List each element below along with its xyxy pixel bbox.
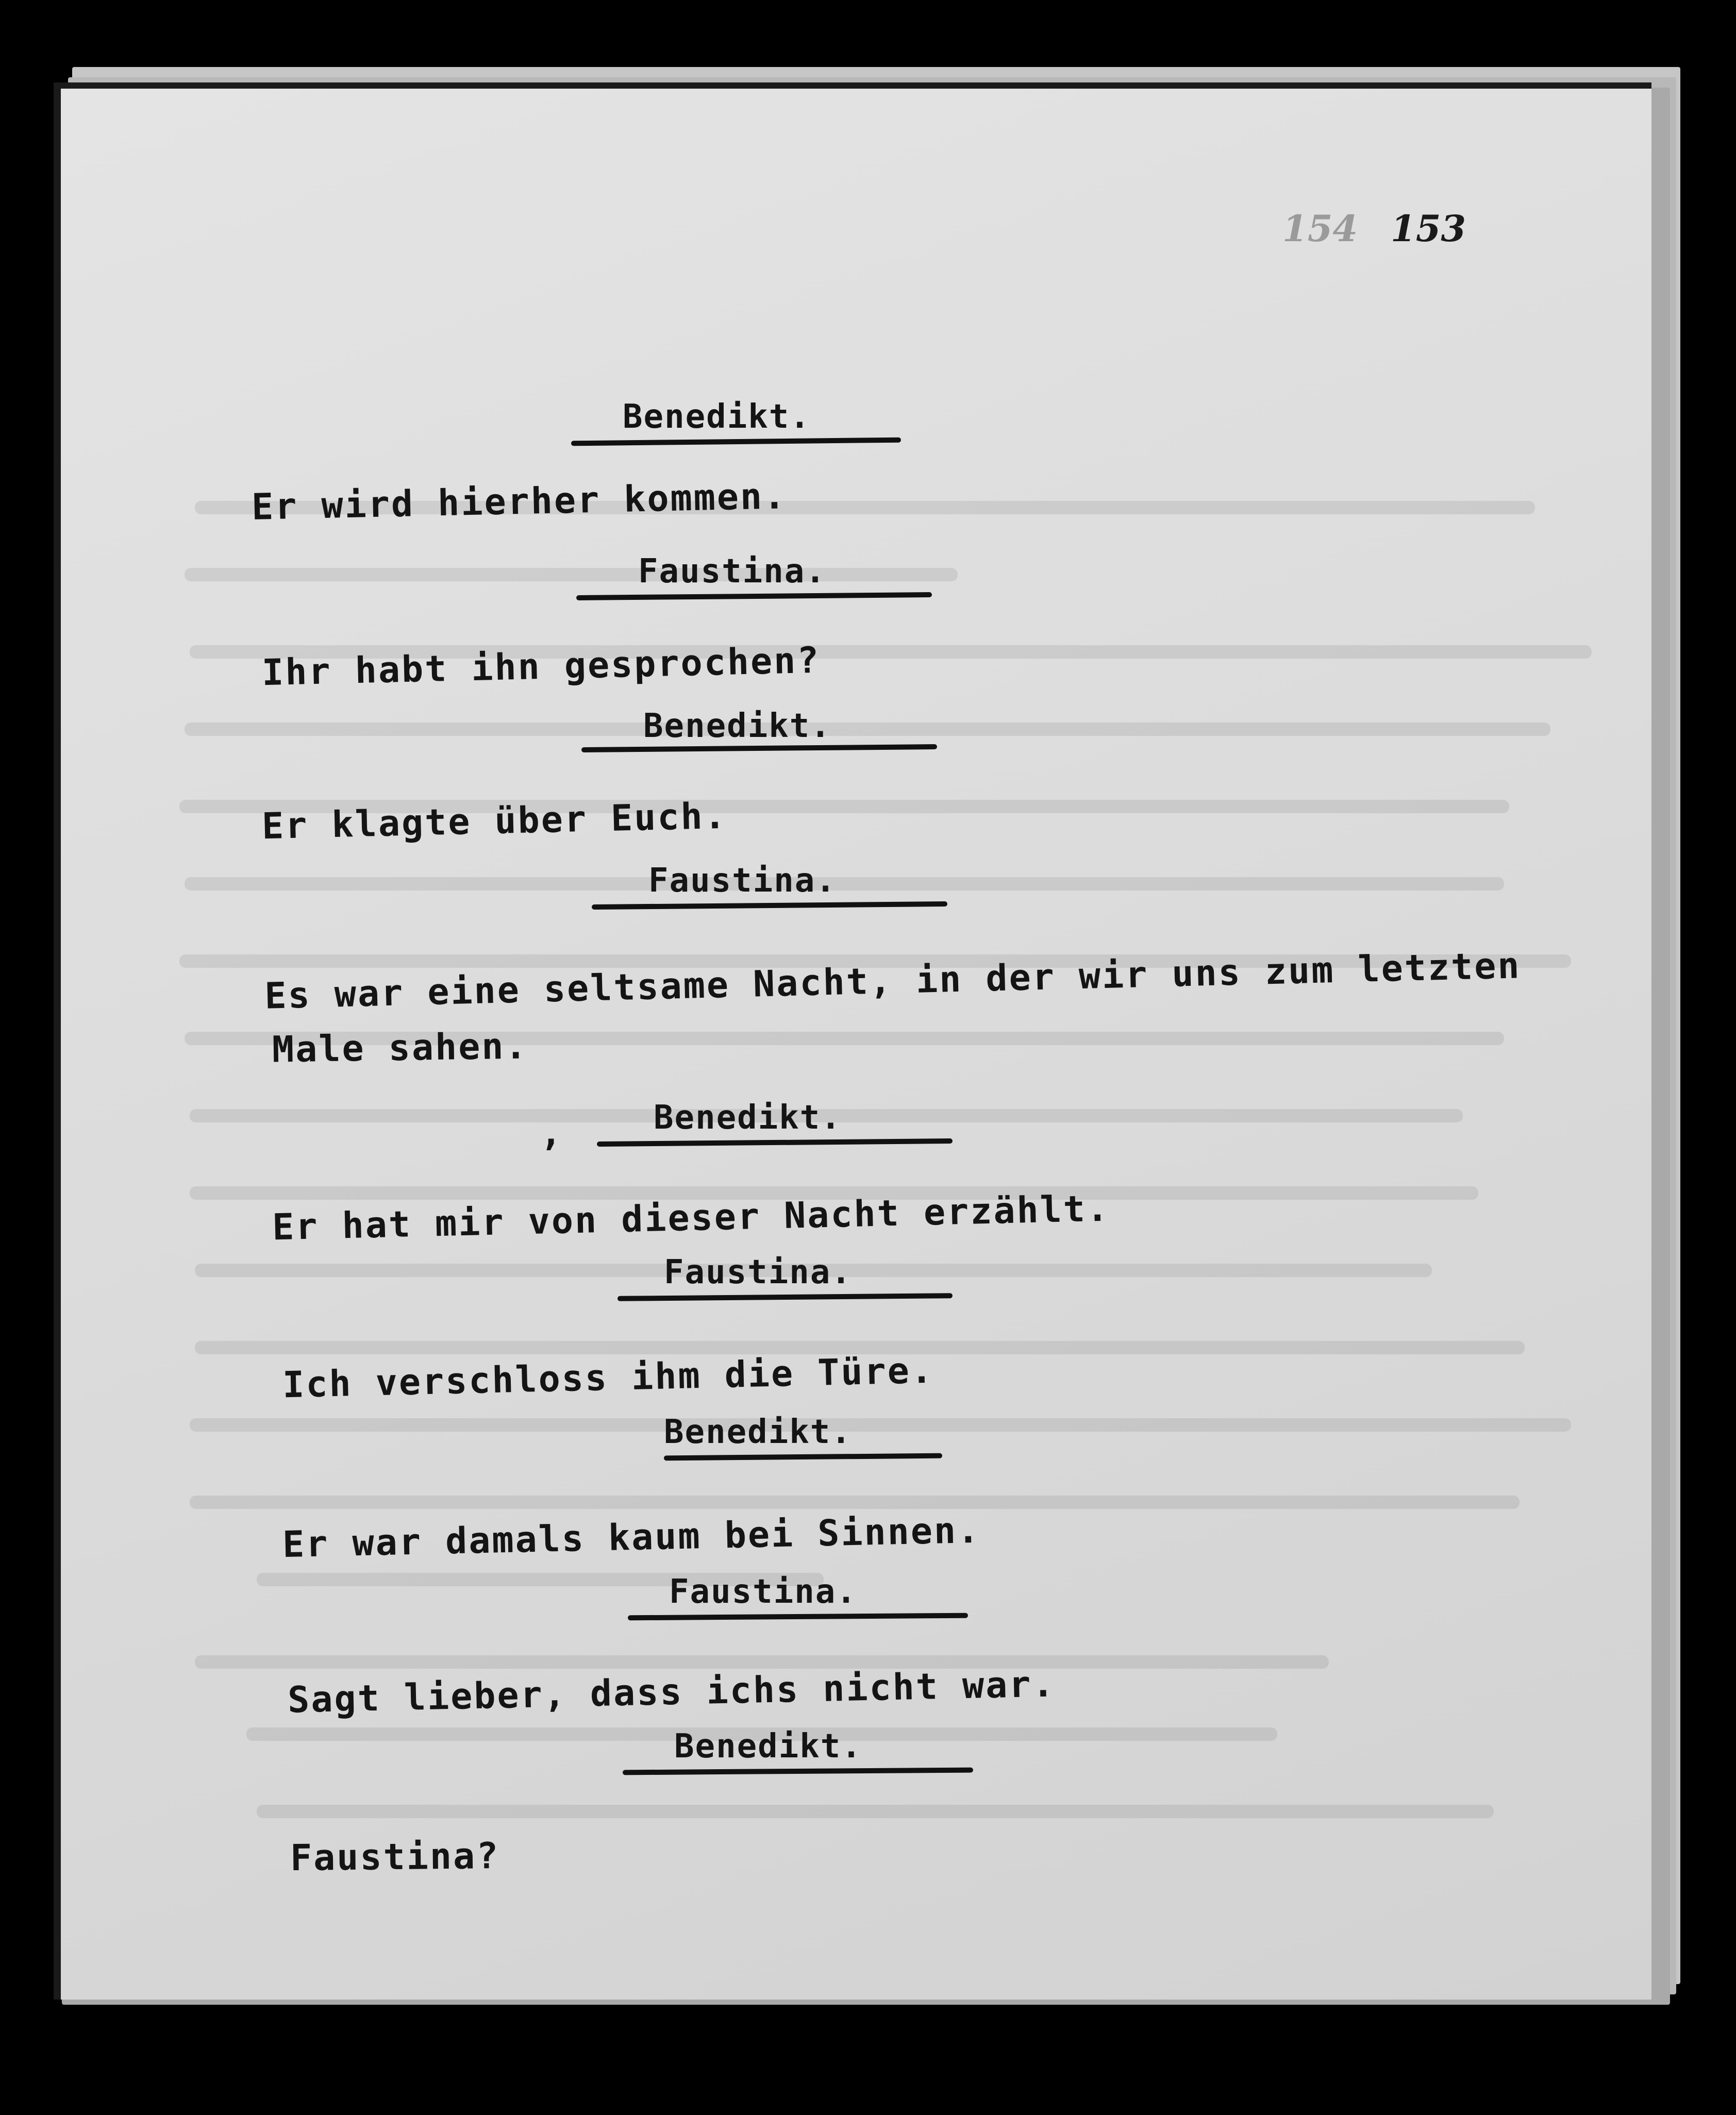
dialogue-line: Er wird hierher kommen. xyxy=(251,475,788,528)
speaker-label: Benedikt. xyxy=(664,1413,852,1451)
dialogue-line: Er klagte über Euch. xyxy=(261,794,728,848)
page-number-old: 154 xyxy=(1282,207,1358,250)
dialogue-line: Ich verschloss ihm die Türe. xyxy=(282,1349,934,1406)
dialogue-line: Faustina? xyxy=(290,1834,500,1879)
speaker-label: Benedikt. xyxy=(674,1727,862,1766)
dialogue-continuation: Male sahen. xyxy=(272,1025,529,1071)
dialogue-line: Er war damals kaum bei Sinnen. xyxy=(282,1508,981,1566)
dialogue-line: Er hat mir von dieser Nacht erzählt. xyxy=(272,1187,1110,1249)
dialogue-line: Ihr habt ihn gesprochen? xyxy=(261,639,821,694)
speaker-label: Benedikt. xyxy=(643,707,831,745)
stray-mark: , xyxy=(540,1112,562,1154)
speaker-label: Benedikt. xyxy=(623,398,811,436)
speaker-label: Faustina. xyxy=(664,1253,852,1291)
speaker-label: Faustina. xyxy=(648,862,837,900)
dialogue-line: Sagt lieber, dass ichs nicht war. xyxy=(287,1663,1056,1721)
speaker-label: Faustina. xyxy=(669,1573,857,1611)
dialogue-line: Es war eine seltsame Nacht, in der wir uns zum letzten xyxy=(264,944,1522,1017)
speaker-label: Faustina. xyxy=(638,552,826,591)
speaker-label: Benedikt. xyxy=(654,1099,842,1137)
page-number: 153 xyxy=(1391,207,1466,250)
document-page xyxy=(54,82,1651,2000)
